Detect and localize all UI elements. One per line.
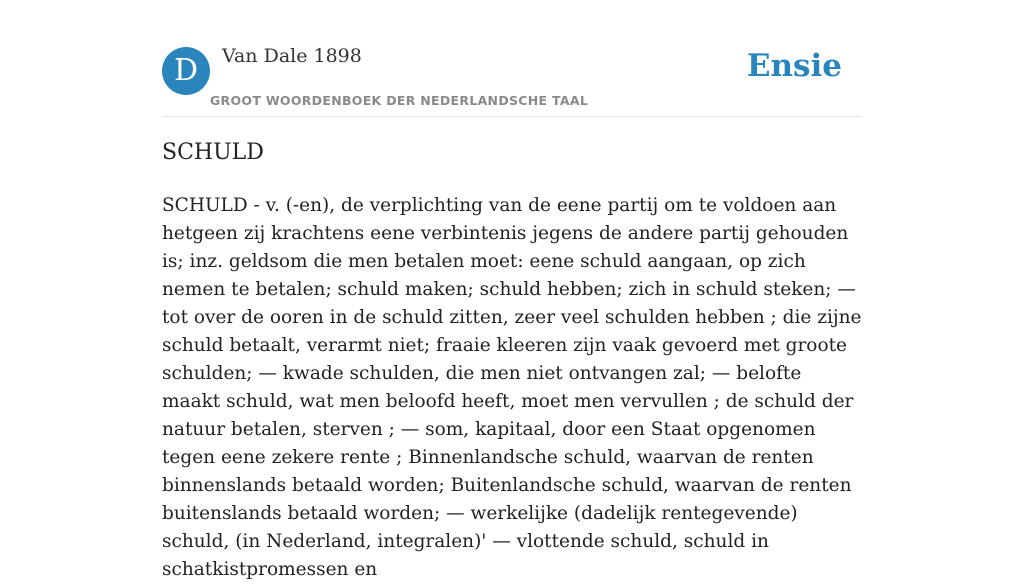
entry-definition: SCHULD - v. (-en), de verplichting van de eene partij om te voldoen aan hetgeen zij krachtens eene verbintenis jegens de andere partij gehouden is; inz. geldsom die men betalen moet: eene schuld aangaan, op zich nemen te betalen; schuld maken; schuld hebben; zich in schuld steken; — tot over de ooren in de schuld zitten, zeer veel schulden hebben ; die zijne schuld betaalt, verarmt niet; fraaie kleeren zijn vaak gevoerd met groote schulden; — kwade schulden, die men niet ontvangen zal; — belofte maakt schuld, wat men beloofd heeft, moet men vervullen ; de schuld der natuur betalen, sterven ; — som, kapitaal, door een Staat opgenomen tegen eene zekere rente ; Binnenlandsche schuld, waarvan de renten binnenslands betaald worden; Buitenlandsche schuld, waarvan de renten buitenslands betaald worden; — werkelijke (dadelijk rentegevende) schuld, (in Nederland, integralen)' — vlottende schuld, schuld in schatkistpromessen en (162, 195, 862, 580)
dictionary-subtitle: GROOT WOORDENBOEK DER NEDERLANDSCHE TAAL (210, 93, 589, 108)
dictionary-header (162, 40, 862, 117)
dictionary-avatar[interactable]: D (162, 47, 210, 95)
ensie-logo[interactable]: Ensie (746, 48, 842, 84)
dictionary-title[interactable]: Van Dale 1898 (222, 45, 362, 67)
entry-headword: SCHULD (162, 140, 264, 165)
